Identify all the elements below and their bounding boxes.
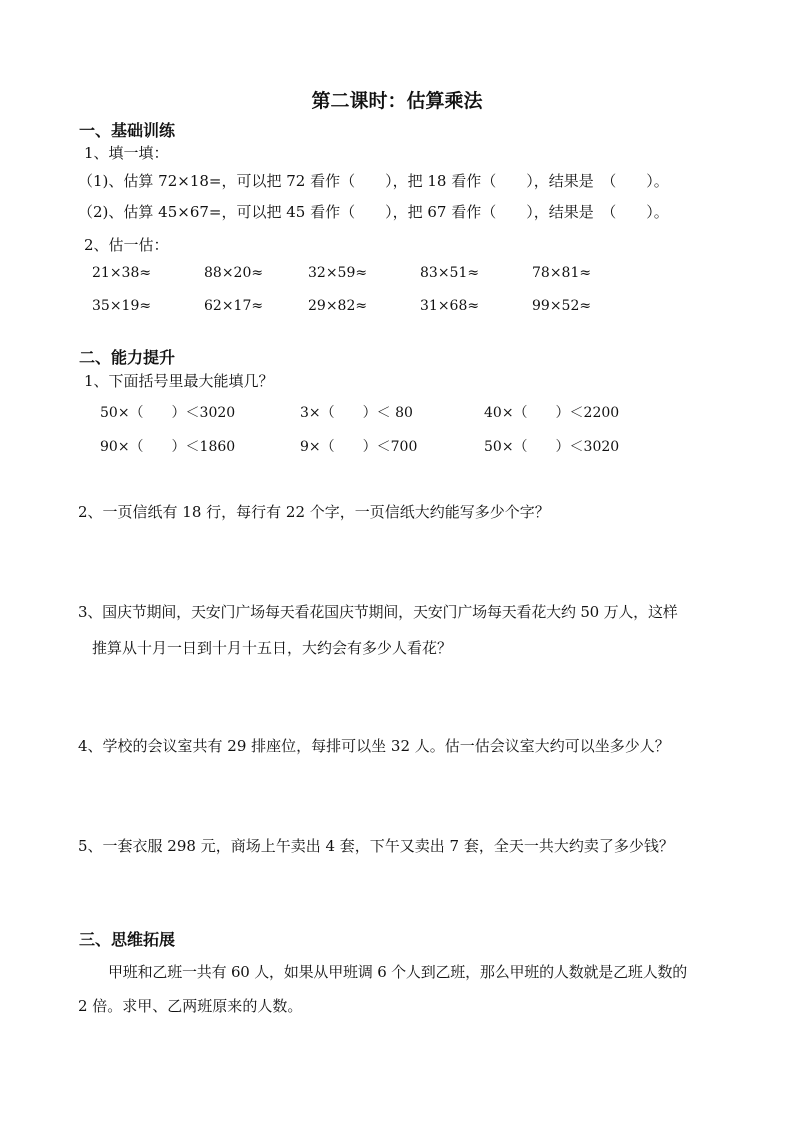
bracket-item: 50×（ ）＜3020	[100, 405, 236, 421]
question-max-fill-label: 1、下面括号里最大能填几？	[84, 372, 274, 390]
estimate-row-2	[0, 298, 794, 322]
estimate-item: 31×68≈	[420, 298, 480, 314]
fill-blank-line-1: （1)、估算 72×18=，可以把 72 看作（ ），把 18 看作（ ），结果是 （ ）。	[78, 172, 669, 190]
section-heading-ability: 二、能力提升	[79, 348, 176, 367]
word-problem-2: 2、一页信纸有 18 行，每行有 22 个字，一页信纸大约能写多少个字？	[78, 503, 550, 521]
bracket-row-2	[0, 436, 794, 460]
section-heading-basic: 一、基础训练	[79, 121, 176, 140]
extension-problem-line-2: 2 倍。求甲、乙两班原来的人数。	[78, 997, 303, 1015]
estimate-item: 29×82≈	[308, 298, 368, 314]
word-problem-5: 5、一套衣服 298 元，商场上午卖出 4 套，下午又卖出 7 套，全天一共大约卖了多少钱？	[78, 837, 674, 855]
bracket-item: 90×（ ）＜1860	[100, 439, 236, 455]
estimate-item: 83×51≈	[420, 265, 480, 281]
section-heading-thinking: 三、思维拓展	[79, 930, 176, 949]
fill-blank-line-2: （2)、估算 45×67=，可以把 45 看作（ ），把 67 看作（ ），结果是 （ ）。	[78, 203, 669, 221]
estimate-item: 32×59≈	[308, 265, 368, 281]
bracket-row-1	[0, 402, 794, 426]
estimate-item: 35×19≈	[92, 298, 152, 314]
bracket-item: 40×（ ）＜2200	[484, 405, 620, 421]
extension-problem-line-1: 甲班和乙班一共有 60 人，如果从甲班调 6 个人到乙班，那么甲班的人数就是乙班人数的	[108, 963, 688, 981]
estimate-row-1	[0, 265, 794, 289]
bracket-item: 50×（ ）＜3020	[484, 439, 620, 455]
estimate-item: 88×20≈	[204, 265, 264, 281]
word-problem-3-line-1: 3、国庆节期间，天安门广场每天看花国庆节期间，天安门广场每天看花大约 50 万人，这样	[78, 603, 678, 621]
question-1-label: 1、填一填：	[84, 144, 169, 162]
bracket-item: 3×（ ）＜ 80	[300, 405, 413, 421]
estimate-item: 62×17≈	[204, 298, 264, 314]
page-title: 第二课时：估算乘法	[311, 90, 483, 112]
word-problem-4: 4、学校的会议室共有 29 排座位，每排可以坐 32 人。估一估会议室大约可以坐多少人？	[78, 737, 670, 755]
estimate-item: 78×81≈	[532, 265, 592, 281]
estimate-item: 21×38≈	[92, 265, 152, 281]
estimate-item: 99×52≈	[532, 298, 592, 314]
word-problem-3-line-2: 推算从十月一日到十月十五日，大约会有多少人看花？	[92, 639, 453, 657]
question-2-label: 2、估一估：	[84, 236, 169, 254]
bracket-item: 9×（ ）＜700	[300, 439, 418, 455]
